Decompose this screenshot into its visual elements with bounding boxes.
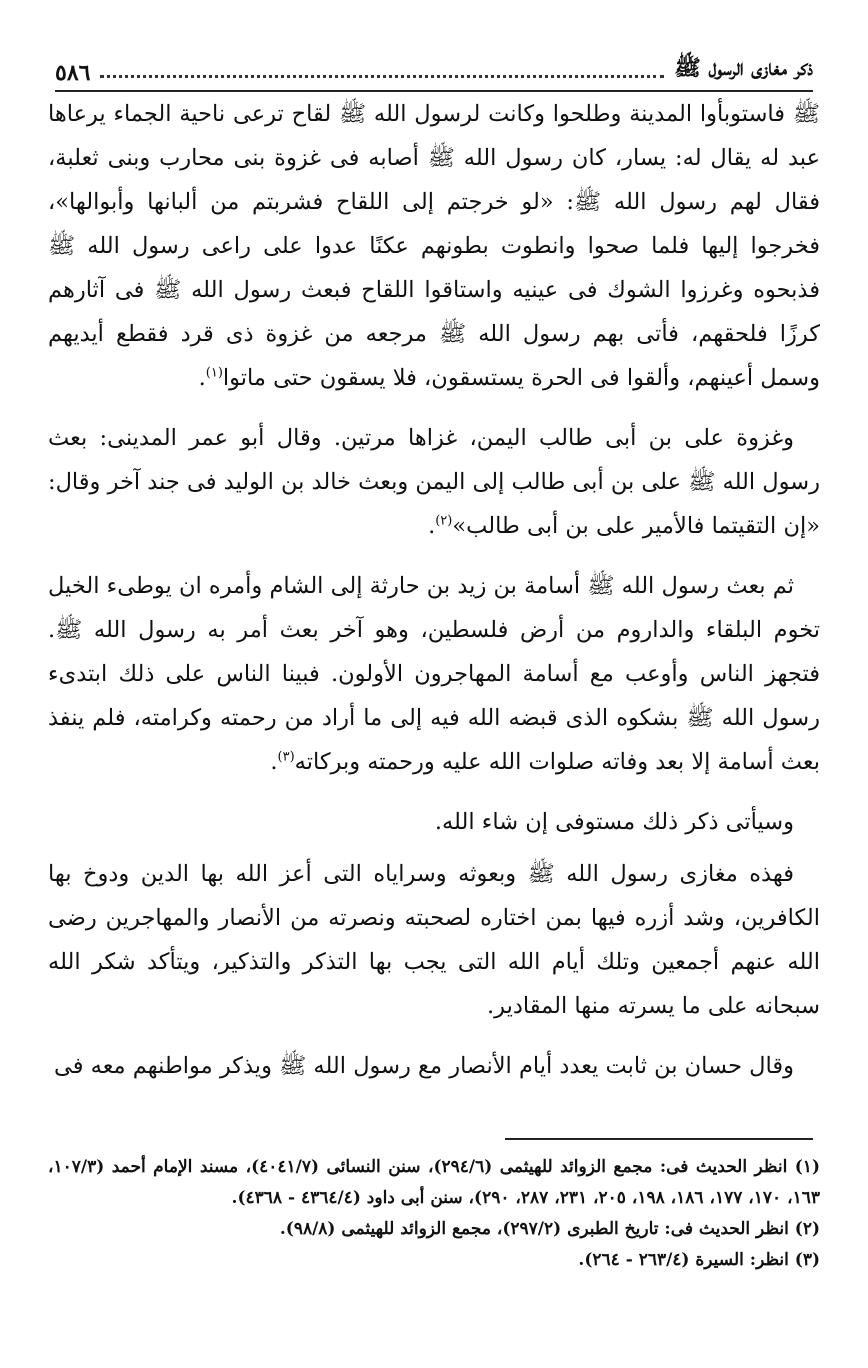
footnote-ref-2: (٢) — [435, 513, 453, 529]
paragraph-3: ثم بعث رسول الله ﷺ أسامة بن زيد بن حارثة إلى الشام وأمره ان يوطىء الخيل تخوم البلقاء والداروم من أرض فلسطين، وهو آخر بعث أمر به رسول الله ﷺ. فتجهز الناس وأوعب مع أسامة المهاجرون الأولون. فبينا الناس على ذلك ابتدىء رسول الله ﷺ بشكوه الذى قبضه الله فيه إلى ما أراد من رحمته وكرامته، فلم ينفذ بعث أسامة إلا بعد وفاته صلوات الله عليه ورحمته وبركاته$^{(٣)}$. — [48, 573, 820, 775]
footnote-2: (٢) انظر الحديث فى: تاريخ الطبرى (٢٩٧/٢)، مجمع الزوائد للهيثمى (٩٨/٨). — [279, 1219, 820, 1239]
paragraph-6: وقال حسان بن ثابت يعدد أيام الأنصار مع رسول الله ﷺ ويذكر مواطنهم معه فى — [53, 1053, 794, 1079]
footnote-3: (٣) انظر: السيرة (٢٦٣/٤ - ٢٦٤). — [578, 1250, 820, 1270]
paragraph-1: ﷺ فاستوبأوا المدينة وطلحوا وكانت لرسول الله ﷺ لقاح ترعى ناحية الجماء يرعاها عبد له يقال له: يسار، كان رسول الله ﷺ أصابه فى غزوة بنى محارب وبنى ثعلبة، فقال لهم رسول الله ﷺ: «لو خرجتم إلى اللقاح فشربتم من ألبانها وأبوالها»، فخرجوا إليها فلما صحوا وانطوت بطونهم عكنًا عدوا على راعى رسول الله ﷺ فذبحوه وغرزوا الشوك فى عينيه واستاقوا اللقاح فبعث رسول الله ﷺ فى آثارهم كرزًا فلحقهم، فأتى بهم رسول الله ﷺ مرجعه من غزوة ذى قرد فقطع أيديهم وسمل أعينهم، وألقوا فى الحرة يستسقون، فلا يسقون حتى ماتوا$^{(١)}$. — [48, 101, 820, 391]
page-number: ٥٨٦ — [55, 60, 91, 86]
paragraph-4: وسيأتى ذكر ذلك مستوفى إن شاء الله. — [434, 809, 794, 835]
footnote-divider — [505, 1138, 813, 1140]
main-text — [48, 92, 820, 1088]
paragraph-2: وغزوة على بن أبى طالب اليمن، غزاها مرتين. وقال أبو عمر المدينى: بعث رسول الله ﷺ على بن أبى طالب إلى اليمن وبعث خالد بن الوليد فى جند آخر وقال: «إن التقيتما فالأمير على بن أبى طالب»$^{(٢)}$. — [48, 425, 820, 539]
footnote-ref-1: (١) — [205, 365, 223, 381]
paragraph-5: فهذه مغازى رسول الله ﷺ وبعوثه وسراياه التى أعز الله بها الدين ودوخ بها الكافرين، وشد أزره فيها بمن اختاره لصحبته ونصرته من الأنصار والمهاجرين رضى الله عنهم أجمعين وتلك أيام الله التى يجب بها التذكر والتذكير، ويتأكد شكر الله سبحانه على ما يسرته منها المقادير. — [48, 861, 820, 1019]
running-title: ذكر مغازى الرسول ﷺ — [674, 55, 813, 81]
page-header — [55, 52, 813, 92]
footnote-1: (١) انظر الحديث فى: مجمع الزوائد للهيثمى (٢٩٤/٦)، سنن النسائى (٤٠٤١/٧)، مسند الإمام أحمد (١٠٧/٣، ١٦٣، ١٧٠، ١٧٧، ١٨٦، ١٩٨، ٢٠٥، ٢٣١، ٢٨٧، ٢٩٠)، سنن أبى داود (٤٣٦٤/٤ - ٤٣٦٨). — [48, 1157, 820, 1208]
header-leader-dots — [100, 75, 664, 78]
footnote-ref-3: (٣) — [277, 749, 295, 765]
footnotes — [48, 1152, 820, 1276]
